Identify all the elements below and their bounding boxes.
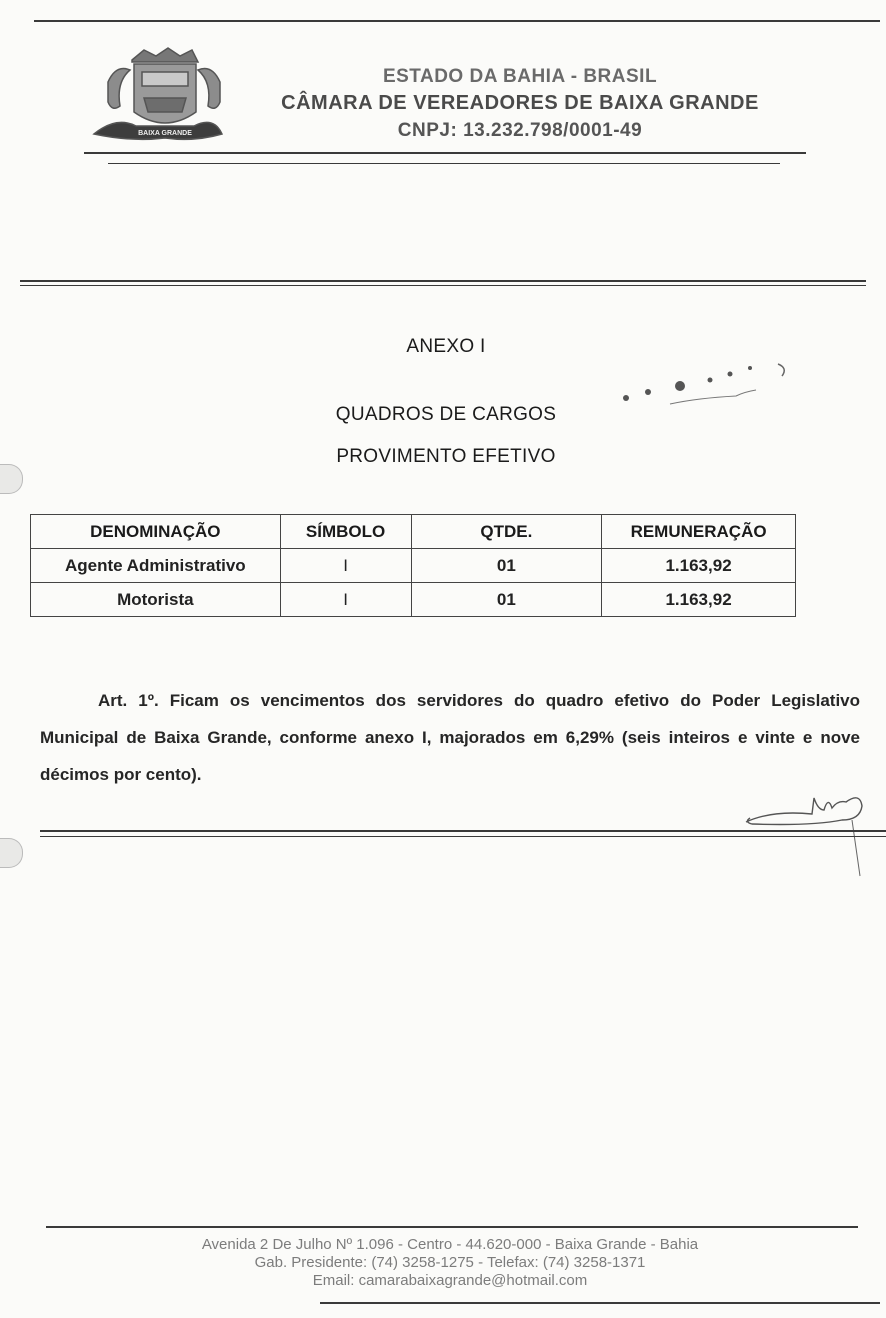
top-border-line bbox=[34, 20, 880, 22]
footer-divider bbox=[46, 1226, 858, 1228]
article-divider bbox=[40, 830, 886, 832]
header-divider bbox=[84, 152, 806, 154]
cell-simbolo: I bbox=[280, 583, 411, 617]
cell-denominacao: Motorista bbox=[31, 583, 281, 617]
article-text: Art. 1º. Ficam os vencimentos dos servidores do quadro efetivo do Poder Legislativo Municipal de Baixa Grande, conforme anexo I, majorados em 6,29% (seis inteiros e vinte e nove décimos por cento). bbox=[40, 691, 860, 784]
section-divider-thin bbox=[20, 285, 866, 286]
footer-email: Email: camarabaixagrande@hotmail.com bbox=[312, 1272, 588, 1289]
header-cnpj: CNPJ: 13.232.798/0001-49 bbox=[397, 120, 643, 141]
logo-ribbon-text: BAIXA GRANDE bbox=[138, 130, 192, 137]
cell-remuneracao: 1.163,92 bbox=[602, 583, 796, 617]
header-state: ESTADO DA BAHIA - BRASIL bbox=[382, 66, 658, 87]
col-header-remuneracao: REMUNERAÇÃO bbox=[602, 515, 796, 549]
col-header-denominacao: DENOMINAÇÃO bbox=[31, 515, 281, 549]
annex-subtitle-provimento: PROVIMENTO EFETIVO bbox=[336, 446, 556, 467]
protocol-stamp bbox=[618, 360, 798, 410]
header-chamber: CÂMARA DE VEREADORES DE BAIXA GRANDE bbox=[281, 92, 759, 114]
cell-qtde: 01 bbox=[411, 583, 602, 617]
positions-table bbox=[30, 514, 796, 617]
table-row bbox=[31, 583, 796, 617]
footer-address: Avenida 2 De Julho Nº 1.096 - Centro - 44.620-000 - Baixa Grande - Bahia bbox=[201, 1236, 699, 1253]
table-header-row bbox=[31, 515, 796, 549]
annex-subtitle-cargos: QUADROS DE CARGOS bbox=[335, 404, 557, 425]
article-paragraph bbox=[40, 682, 860, 793]
article-divider-thin bbox=[40, 836, 886, 837]
col-header-simbolo: SÍMBOLO bbox=[280, 515, 411, 549]
footer-phones: Gab. Presidente: (74) 3258-1275 - Telefax: (74) 3258-1371 bbox=[254, 1254, 646, 1271]
col-header-qtde: QTDE. bbox=[411, 515, 602, 549]
cell-remuneracao: 1.163,92 bbox=[602, 549, 796, 583]
cell-qtde: 01 bbox=[411, 549, 602, 583]
punch-hole bbox=[0, 838, 23, 868]
table-row bbox=[31, 549, 796, 583]
header-divider-thin bbox=[108, 163, 780, 164]
cell-denominacao: Agente Administrativo bbox=[31, 549, 281, 583]
annex-title: ANEXO I bbox=[406, 336, 486, 357]
section-divider bbox=[20, 280, 866, 282]
coat-of-arms-logo bbox=[86, 42, 228, 152]
cell-simbolo: I bbox=[280, 549, 411, 583]
punch-hole bbox=[0, 464, 23, 494]
bottom-border-line bbox=[320, 1302, 880, 1304]
